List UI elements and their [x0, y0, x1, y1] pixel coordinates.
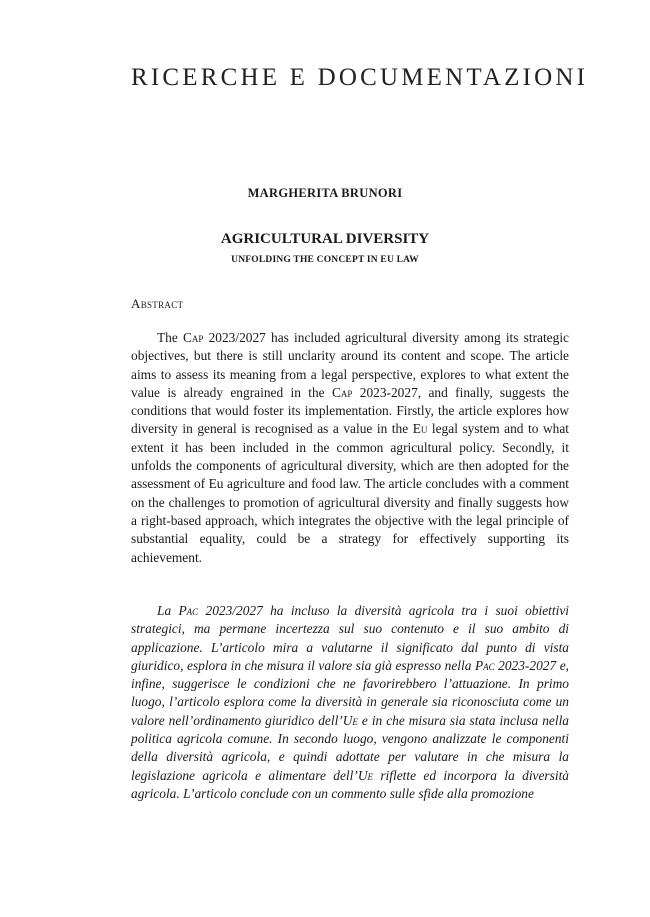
text-segment: La [157, 603, 179, 618]
text-segment: e in che misura sia stata inclusa nella politica agricola comune. In secondo luogo, vengono analizzate le componenti della diversità agricola, e quindi adottate per valutare in che misura la legislazione agricola e alimentare dell’ [131, 712, 569, 783]
text-segment: 2023-2027 e, infine, suggerisce le condizioni che ne favorirebbero l’attuazione. In primo luogo, l’articolo esplora come la diversità in generale sia riconosciuta come un valore nell’ordinamento giuridico dell’ [131, 657, 569, 728]
abstract-english [131, 329, 569, 567]
acronym-eu: Eu [412, 421, 428, 437]
acronym-cap: Cap [331, 384, 353, 400]
abstract-heading: Abstract [131, 296, 184, 311]
acronym-ue: Ue [357, 767, 373, 783]
acronym-pac: Pac [178, 603, 199, 618]
article-title: AGRICULTURAL DIVERSITY [220, 231, 430, 247]
abstract-italian [131, 602, 569, 803]
acronym-ue: Ue [342, 712, 358, 728]
running-head: RICERCHE E DOCUMENTAZIONI [131, 64, 589, 91]
text-segment: The [157, 330, 183, 345]
article-subtitle: UNFOLDING THE CONCEPT IN EU LAW [231, 255, 419, 265]
text-segment: legal system and to what extent it has been included in the common agricultural policy. Secondly, it unfolds the components of agricultural diversity, which are then adopted for the assessment of Eu agriculture and food law. The article concludes with a comment on the challenges to promotion of agricultural diversity and finally suggests how a right-based approach, which integrates the objective with the legal principle of substantial equality, could be a strategy for effectively supporting its achievement. [131, 421, 569, 565]
acronym-pac: Pac [474, 657, 495, 673]
author-name: MARGHERITA BRUNORI [247, 186, 403, 200]
text-segment: riflette ed incorpora la diversità agricola. L’articolo conclude con un commento sulle sfide alla promozione [131, 767, 569, 801]
text-segment: 2023/2027 has included agricultural diversity among its strategic objectives, but there is still unclarity around its content and scope. The article aims to assess its meaning from a legal perspective, explores to what extent the value is already engrained in the [131, 330, 569, 400]
text-segment: 2023/2027 ha incluso la diversità agricola tra i suoi obiettivi strategici, ma permane incertezza sul suo contenuto e il suo ambito di applicazione. L’articolo mira a valutarne il significato dal punto di vista giuridico, esplora in che misura il valore sia già espresso nella [131, 603, 569, 673]
acronym-cap: Cap [182, 330, 204, 345]
text-segment: 2023-2027, and finally, suggests the conditions that would foster its implementation. Firstly, the article explores how diversity in general is recognised as a value in the [131, 384, 570, 437]
